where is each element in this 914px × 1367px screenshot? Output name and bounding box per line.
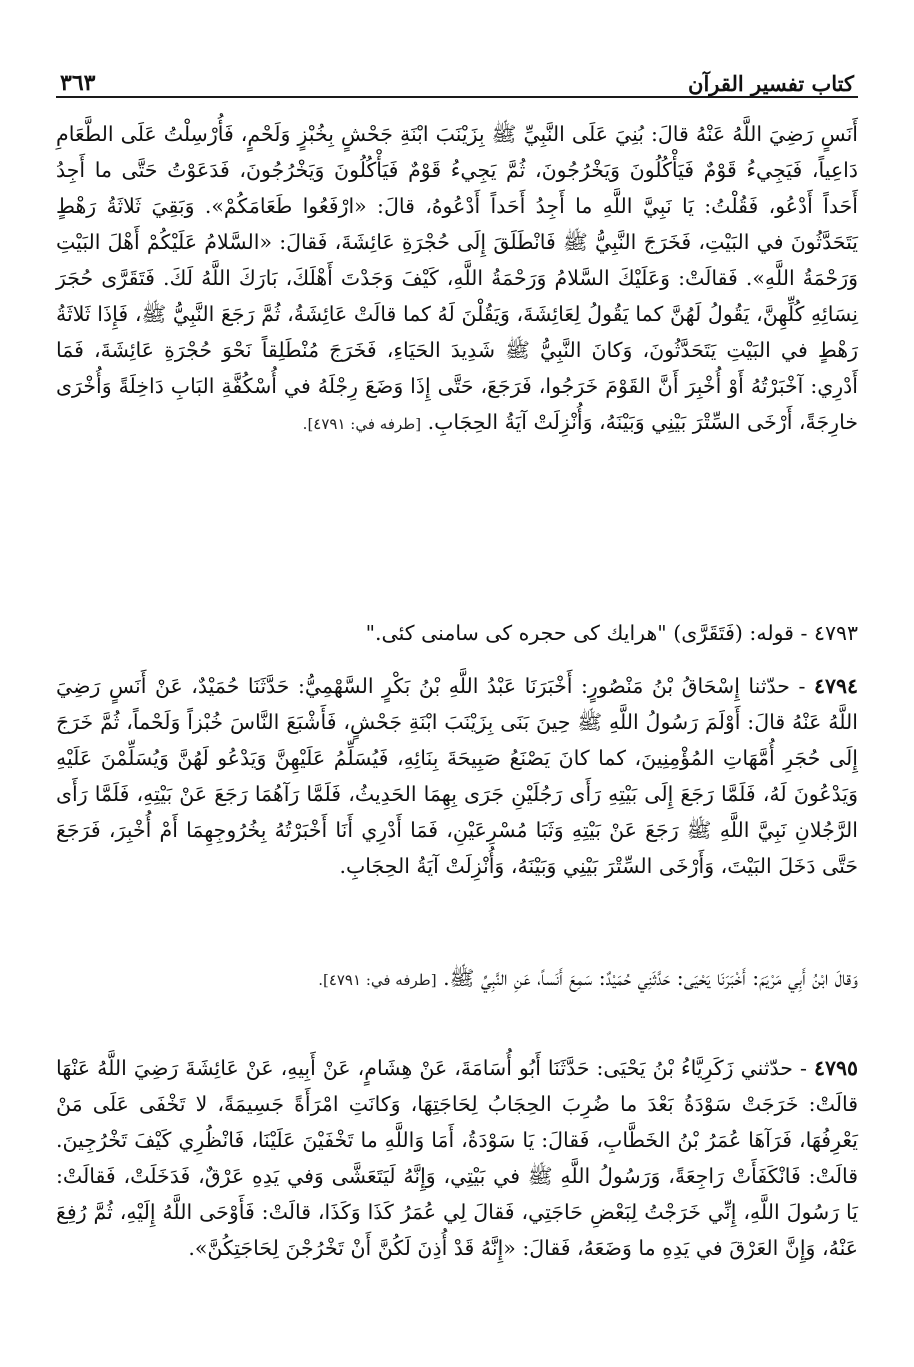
- hadith-text: - حدّثنا إِسْحَاقُ بْنُ مَنْصُورٍ: أَخْبَرَنَا عَبْدُ اللَّهِ بْنُ بَكْرٍ السَّهْمِيُّ: حَدَّثَنَا حُمَيْدٌ، عَنْ أَنَسٍ رَضِيَ اللَّهُ عَنْهُ قالَ: أَوْلَمَ رَسُولُ اللَّهِ ﷺ حِينَ بَنَى بِزَيْنَبَ ابْنَةِ جَحْشٍ، فَأَشْبَعَ النَّاسَ خُبْزاً وَلَحْماً، ثُمَّ خَرَجَ إِلَى حُجَرِ أُمَّهَاتِ المُؤْمِنِينَ، كما كانَ يَصْنَعُ صَبِيحَةَ بِنَائِهِ، فَيُسَلِّمُ عَلَيْهِنَّ وَيَدْعُو لَهُنَّ وَيُسَلِّمْنَ عَلَيْهِ وَيَدْعُونَ لَهُ، فَلَمَّا رَجَعَ إِلَى بَيْتِهِ رَأَى رَجُلَيْنِ جَرَى بِهِمَا الحَدِيثُ، فَلَمَّا رَآهُمَا رَجَعَ عَنْ بَيْتِهِ، فَلَمَّا رَأَى الرَّجُلانِ نَبِيَّ اللَّهِ ﷺ رَجَعَ عَنْ بَيْتِهِ وَثَبَا مُسْرِعَيْنِ، فَمَا أَدْرِي أَنَا أَخْبَرْتُهُ بِخُرُوجِهِمَا أَمْ أُخْبِرَ، فَرَجَعَ حَتَّى دَخَلَ البَيْتَ، وَأَرْخَى السِّتْرَ بَيْنِي وَبَيْنَهُ، وَأُنْزِلَتْ آيَةُ الحِجَابِ.: [56, 674, 858, 878]
- hadith-text: وَقالَ ابْنُ أَبِي مَرْيَمَ: أَخْبَرَنَا يَحْيَى: حَدَّثَنِي حُمَيْدٌ: سَمِعَ أَنَساً، عَنِ النَّبِيِّ ﷺ.: [443, 966, 858, 990]
- gloss-text: - قوله: (فَتَقَرَّى) "هرايك كى حجره كى سامنى كئى.": [365, 621, 808, 645]
- book-page: [56, 50, 858, 1350]
- cross-reference: [طرفه في: ٤٧٩١].: [318, 971, 437, 989]
- hadith-text: أَنَسٍ رَضِيَ اللَّهُ عَنْهُ قالَ: بُنِيَ عَلَى النَّبِيِّ ﷺ بِزَيْنَبَ ابْنَةِ جَحْشٍ بِخُبْزٍ وَلَحْمٍ، فَأُرْسِلْتُ عَلَى الطَّعَامِ دَاعِياً، فَيَجِيءُ قَوْمٌ فَيَأْكُلُونَ وَيَخْرُجُونَ، ثُمَّ يَجِيءُ قَوْمٌ فَيَأْكُلُونَ وَيَخْرُجُونَ، فَدَعَوْتُ حَتَّى ما أَجِدُ أَحَداً أَدْعُو، فَقُلْتُ: يَا نَبِيَّ اللَّهِ ما أَجِدُ أَحَداً أَدْعُوهُ، قالَ: «ارْفَعُوا طَعَامَكُمْ». وَبَقِيَ ثَلاثَةُ رَهْطٍ يَتَحَدَّثُونَ في البَيْتِ، فَخَرَجَ النَّبِيُّ ﷺ فَانْطَلَقَ إِلَى حُجْرَةِ عَائِشَةَ، فَقالَ: «السَّلامُ عَلَيْكُمْ أَهْلَ البَيْتِ وَرَحْمَةُ اللَّهِ». فَقالَتْ: وَعَلَيْكَ السَّلامُ وَرَحْمَةُ اللَّهِ، كَيْفَ وَجَدْتَ أَهْلَكَ، بَارَكَ اللَّهُ لَكَ. فَتَقَرَّى حُجَرَ نِسَائِهِ كُلِّهِنَّ، يَقُولُ لَهُنَّ كما يَقُولُ لِعَائِشَةَ، وَيَقُلْنَ لَهُ كما قالَتْ عَائِشَةُ، ثُمَّ رَجَعَ النَّبِيُّ ﷺ، فَإِذَا ثَلاثَةُ رَهْطٍ في البَيْتِ يَتَحَدَّثُونَ، وَكانَ النَّبِيُّ ﷺ شَدِيدَ الحَيَاءِ، فَخَرَجَ مُنْطَلِقاً نَحْوَ حُجْرَةِ عَائِشَةَ، فَمَا أَدْرِي: آخْبَرْتُهُ أَوْ أُخْبِرَ أَنَّ القَوْمَ خَرَجُوا، فَرَجَعَ، حَتَّى إِذَا وَضَعَ رِجْلَهُ في أُسْكُفَّةِ البَابِ دَاخِلَةً وَأُخْرَى خارِجَةً، أَرْخَى السِّتْرَ بَيْنِي وَبَيْنَهُ، وَأُنْزِلَتْ آيَةُ الحِجَابِ.: [56, 122, 858, 434]
- page-number: ٣٦٣: [60, 70, 96, 96]
- cross-reference: [طرفه في: ٤٧٩١].: [302, 415, 422, 433]
- hadith-4794-mutaba: [56, 960, 858, 998]
- book-title: كتاب تفسير القرآن: [688, 71, 854, 96]
- hadith-number: ٤٧٩٣: [813, 621, 858, 645]
- hadith-4792-continuation: [56, 116, 858, 442]
- hadith-number: ٤٧٩٥: [813, 1056, 858, 1080]
- hadith-4795: [56, 1050, 858, 1266]
- hadith-4793: [56, 616, 858, 650]
- hadith-number: ٤٧٩٤: [813, 674, 858, 698]
- running-header: [56, 50, 858, 98]
- hadith-text: - حدّثني زَكَرِيَّاءُ بْنُ يَحْيَى: حَدَّثَنَا أَبُو أُسَامَةَ، عَنْ هِشَامٍ، عَنْ أَبِيهِ، عَنْ عَائِشَةَ رَضِيَ اللَّهُ عَنْهَا قالَتْ: خَرَجَتْ سَوْدَةُ بَعْدَ ما ضُرِبَ الحِجَابُ لِحَاجَتِهَا، وَكانَتِ امْرَأَةً جَسِيمَةً، لا تَخْفَى عَلَى مَنْ يَعْرِفُهَا، فَرَآهَا عُمَرُ بْنُ الخَطَّابِ، فَقالَ: يَا سَوْدَةُ، أَمَا وَاللَّهِ ما تَخْفَيْنَ عَلَيْنَا، فَانْظُرِي كَيْفَ تَخْرُجِينَ. قالَتْ: فَانْكَفَأَتْ رَاجِعَةً، وَرَسُولُ اللَّهِ ﷺ في بَيْتِي، وَإِنَّهُ لَيَتَعَشَّى وَفي يَدِهِ عَرْقٌ، فَدَخَلَتْ، فَقالَتْ: يَا رَسُولَ اللَّهِ، إِنِّي خَرَجْتُ لِبَعْضِ حَاجَتِي، فَقالَ لِي عُمَرُ كَذَا وَكَذَا، قالَتْ: فَأَوْحَى اللَّهُ إِلَيْهِ، ثُمَّ رُفِعَ عَنْهُ، وَإِنَّ العَرْقَ في يَدِهِ ما وَضَعَهُ، فَقالَ: «إِنَّهُ قَدْ أُذِنَ لَكُنَّ أَنْ تَخْرُجْنَ لِحَاجَتِكُنَّ».: [56, 1056, 858, 1260]
- hadith-4794: [56, 668, 858, 884]
